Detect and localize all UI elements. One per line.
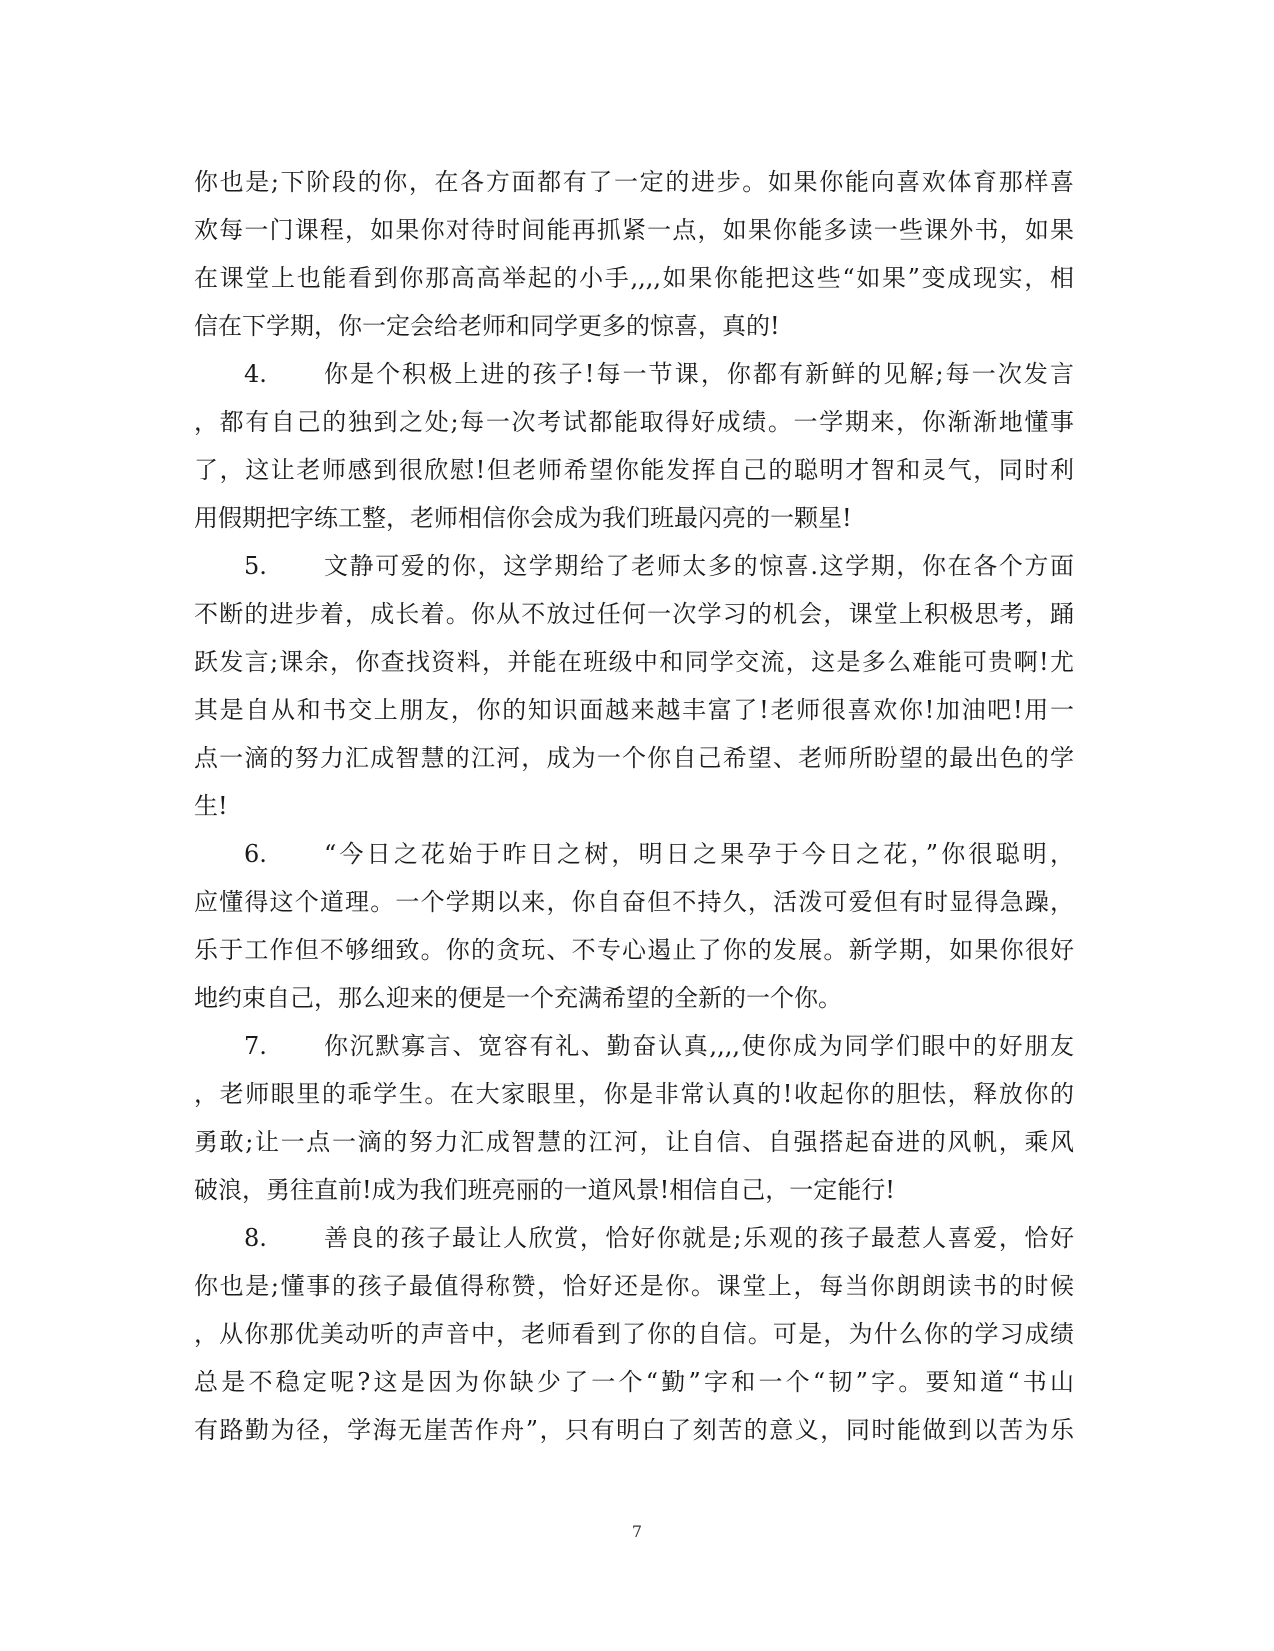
text-line: 你也是;下阶段的你，在各方面都有了一定的进步。如果你能向喜欢体育那样喜 [194, 168, 1074, 196]
text-line: 点一滴的努力汇成智慧的江河，成为一个你自己希望、老师所盼望的最出色的学 [194, 744, 1074, 772]
text-line: 总是不稳定呢?这是因为你缺少了一个“勤”字和一个“韧”字。要知道“书山 [194, 1368, 1074, 1396]
list-item-number: 5. [244, 552, 267, 580]
list-item-first-line [194, 1214, 1074, 1262]
text-line: 有路勤为径，学海无崖苦作舟”，只有明白了刻苦的意义，同时能做到以苦为乐 [194, 1416, 1074, 1444]
text-line: 你也是;懂事的孩子最值得称赞，恰好还是你。课堂上，每当你朗朗读书的时候 [194, 1272, 1074, 1300]
list-item-first-line [194, 1022, 1074, 1070]
text-line: 生! [194, 792, 228, 820]
list-item-number: 7. [244, 1032, 267, 1060]
text-line: 用假期把字练工整，老师相信你会成为我们班最闪亮的一颗星! [194, 504, 852, 532]
text-line: 地约束自己，那么迎来的便是一个充满希望的全新的一个你。 [194, 984, 842, 1012]
text-line: 信在下学期，你一定会给老师和同学更多的惊喜，真的! [194, 312, 780, 340]
list-item-text: 文静可爱的你，这学期给了老师太多的惊喜.这学期，你在各个方面 [324, 552, 1074, 580]
list-item-text: 你沉默寡言、宽容有礼、勤奋认真,,,,使你成为同学们眼中的好朋友 [324, 1032, 1074, 1060]
list-item-first-line [194, 542, 1074, 590]
list-item-number: 8. [244, 1224, 267, 1252]
page-number: 7 [631, 1522, 643, 1541]
list-item-text: “今日之花始于昨日之树，明日之果孕于今日之花，”你很聪明， [324, 840, 1074, 868]
text-line: 欢每一门课程，如果你对待时间能再抓紧一点，如果你能多读一些课外书，如果 [194, 216, 1074, 244]
text-line: 勇敢;让一点一滴的努力汇成智慧的江河，让自信、自强搭起奋进的风帆，乘风 [194, 1128, 1074, 1156]
list-item-first-line [194, 350, 1074, 398]
text-line: 破浪，勇往直前!成为我们班亮丽的一道风景!相信自己，一定能行! [194, 1176, 895, 1204]
text-line: 应懂得这个道理。一个学期以来，你自奋但不持久，活泼可爱但有时显得急躁， [194, 888, 1074, 916]
text-line: 跃发言;课余，你查找资料，并能在班级中和同学交流，这是多么难能可贵啊!尤 [194, 648, 1074, 676]
text-line: 不断的进步着，成长着。你从不放过任何一次学习的机会，课堂上积极思考，踊 [194, 600, 1074, 628]
text-line: 乐于工作但不够细致。你的贪玩、不专心遏止了你的发展。新学期，如果你很好 [194, 936, 1074, 964]
list-item-number: 4. [244, 360, 267, 388]
list-item-first-line [194, 830, 1074, 878]
list-item-text: 善良的孩子最让人欣赏，恰好你就是;乐观的孩子最惹人喜爱，恰好 [324, 1224, 1074, 1252]
text-line: 其是自从和书交上朋友，你的知识面越来越丰富了!老师很喜欢你!加油吧!用一 [194, 696, 1074, 724]
list-item-number: 6. [244, 840, 267, 868]
text-line: ，老师眼里的乖学生。在大家眼里，你是非常认真的!收起你的胆怯，释放你的 [194, 1080, 1074, 1108]
text-line: 在课堂上也能看到你那高高举起的小手,,,,如果你能把这些“如果”变成现实，相 [194, 264, 1074, 292]
list-item-text: 你是个积极上进的孩子!每一节课，你都有新鲜的见解;每一次发言 [324, 360, 1074, 388]
text-line: 了，这让老师感到很欣慰!但老师希望你能发挥自己的聪明才智和灵气，同时利 [194, 456, 1074, 484]
text-line: ，从你那优美动听的声音中，老师看到了你的自信。可是，为什么你的学习成绩 [194, 1320, 1074, 1348]
document-body [194, 158, 1074, 1454]
text-line: ，都有自己的独到之处;每一次考试都能取得好成绩。一学期来，你渐渐地懂事 [194, 408, 1074, 436]
